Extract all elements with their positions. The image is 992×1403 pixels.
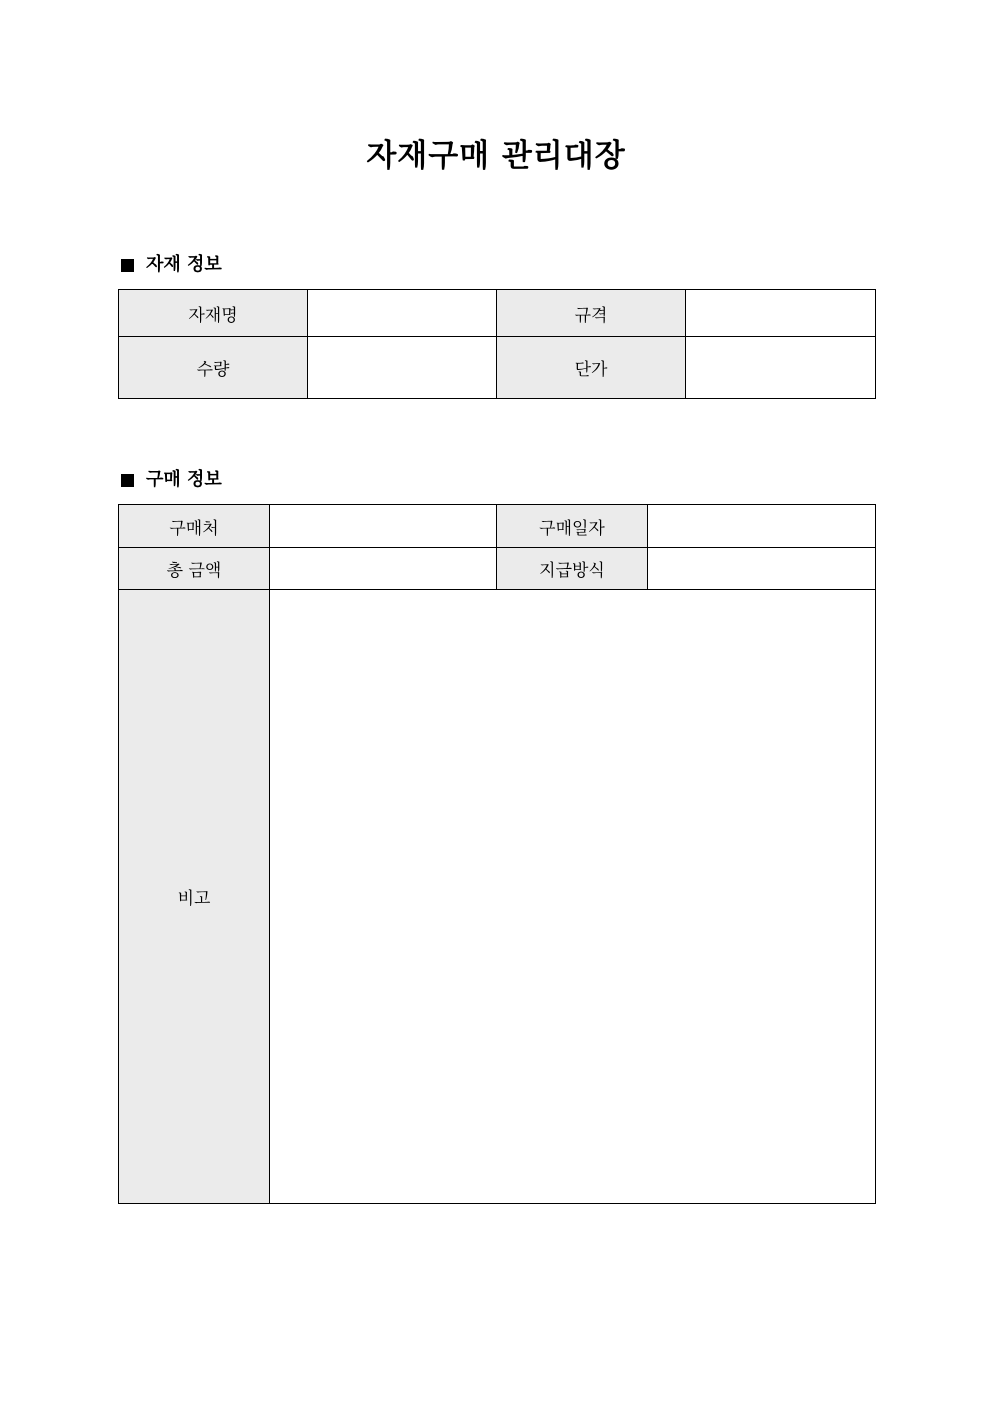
spec-field[interactable] bbox=[686, 290, 876, 337]
square-bullet-icon bbox=[121, 474, 134, 487]
table-row bbox=[119, 337, 876, 399]
material-section-heading bbox=[119, 252, 222, 278]
total-amount-label: 총 금액 bbox=[119, 548, 270, 590]
square-bullet-icon bbox=[121, 259, 134, 272]
quantity-label: 수량 bbox=[119, 337, 308, 399]
table-row bbox=[119, 590, 876, 1204]
vendor-field[interactable] bbox=[270, 505, 497, 548]
material-section-heading-text: 자재 정보 bbox=[146, 254, 222, 275]
table-row bbox=[119, 548, 876, 590]
total-amount-field[interactable] bbox=[270, 548, 497, 590]
purchase-date-label: 구매일자 bbox=[497, 505, 648, 548]
table-row bbox=[119, 505, 876, 548]
unit-price-label: 단가 bbox=[497, 337, 686, 399]
vendor-label: 구매처 bbox=[119, 505, 270, 548]
payment-method-label: 지급방식 bbox=[497, 548, 648, 590]
remarks-field[interactable] bbox=[270, 590, 876, 1204]
material-name-label: 자재명 bbox=[119, 290, 308, 337]
quantity-field[interactable] bbox=[308, 337, 497, 399]
material-name-field[interactable] bbox=[308, 290, 497, 337]
page-title: 자재구매 관리대장 bbox=[366, 138, 626, 174]
unit-price-field[interactable] bbox=[686, 337, 876, 399]
spec-label: 규격 bbox=[497, 290, 686, 337]
purchase-info-table bbox=[118, 504, 876, 1204]
payment-method-field[interactable] bbox=[648, 548, 876, 590]
purchase-date-field[interactable] bbox=[648, 505, 876, 548]
purchase-section-heading-text: 구매 정보 bbox=[146, 469, 222, 490]
material-info-table bbox=[118, 289, 876, 399]
purchase-section-heading bbox=[119, 467, 222, 493]
table-row bbox=[119, 290, 876, 337]
remarks-label: 비고 bbox=[119, 590, 270, 1204]
